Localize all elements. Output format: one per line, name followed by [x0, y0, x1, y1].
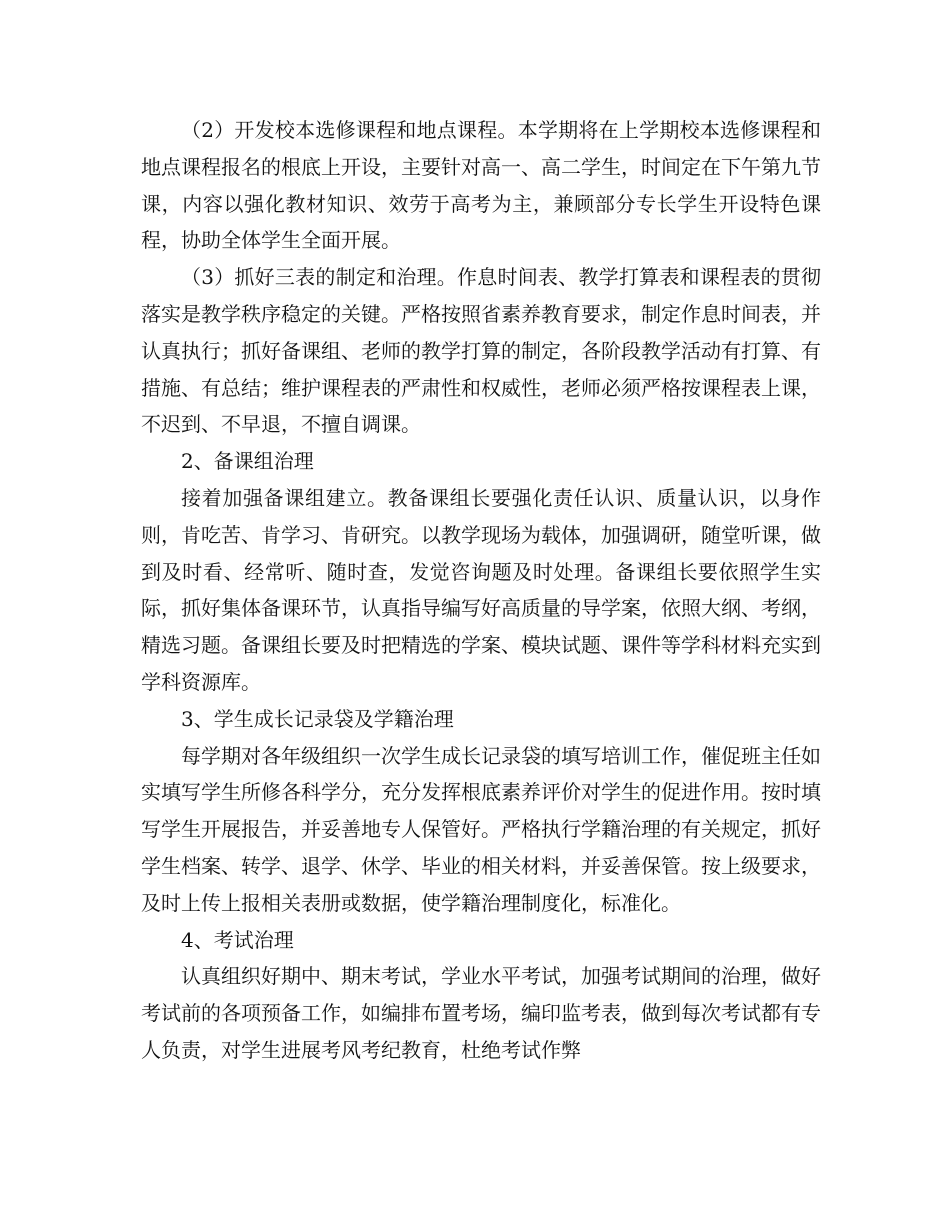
paragraph-three-schedules: （3）抓好三表的制定和治理。作息时间表、教学打算表和课程表的贯彻落实是教学秩序稳定的关键。严格按照省素养教育要求，制定作息时间表，并认真执行；抓好备课组、老师的教学打算的制定，各阶段教学活动有打算、有措施、有总结；维护课程表的严肃性和权威性，老师必须严格按课程表上课，不迟到、不早退，不擅自调课。 — [141, 265, 821, 437]
section-heading-growth-records: 3、学生成长记录袋及学籍治理 — [181, 706, 454, 731]
paragraph-growth-records: 每学期对各年级组织一次学生成长记录袋的填写培训工作，催促班主任如实填写学生所修各科学分，充分发挥根底素养评价对学生的促进作用。按时填写学生开展报告，并妥善地专人保管好。严格执行学籍治理的有关规定，抓好学生档案、转学、退学、休学、毕业的相关材料，并妥善保管。按上级要求，及时上传上报相关表册或数据，使学籍治理制度化，标准化。 — [141, 743, 821, 915]
document-body — [141, 112, 821, 1069]
paragraph-lesson-prep: 接着加强备课组建立。教备课组长要强化责任认识、质量认识，以身作则，肯吃苦、肯学习、肯研究。以教学现场为载体，加强调研，随堂听课，做到及时看、经常听、随时查，发觉咨询题及时处理。备课组长要依照学生实际，抓好集体备课环节，认真指导编写好高质量的导学案，依照大纲、考纲，精选习题。备课组长要及时把精选的学案、模块试题、课件等学科材料充实到学科资源库。 — [141, 485, 821, 694]
paragraph-elective-courses: （2）开发校本选修课程和地点课程。本学期将在上学期校本选修课程和地点课程报名的根底上开设，主要针对高一、高二学生，时间定在下午第九节课，内容以强化教材知识、效劳于高考为主，兼顾部分专长学生开设特色课程，协助全体学生全面开展。 — [141, 118, 821, 253]
section-heading-lesson-prep: 2、备课组治理 — [181, 449, 314, 474]
paragraph-exams: 认真组织好期中、期末考试，学业水平考试，加强考试期间的治理，做好考试前的各项预备工作，如编排布置考场，编印监考表，做到每次考试都有专人负责，对学生进展考风考纪教育，杜绝考试作弊 — [141, 964, 821, 1062]
section-heading-exams: 4、考试治理 — [181, 927, 294, 952]
